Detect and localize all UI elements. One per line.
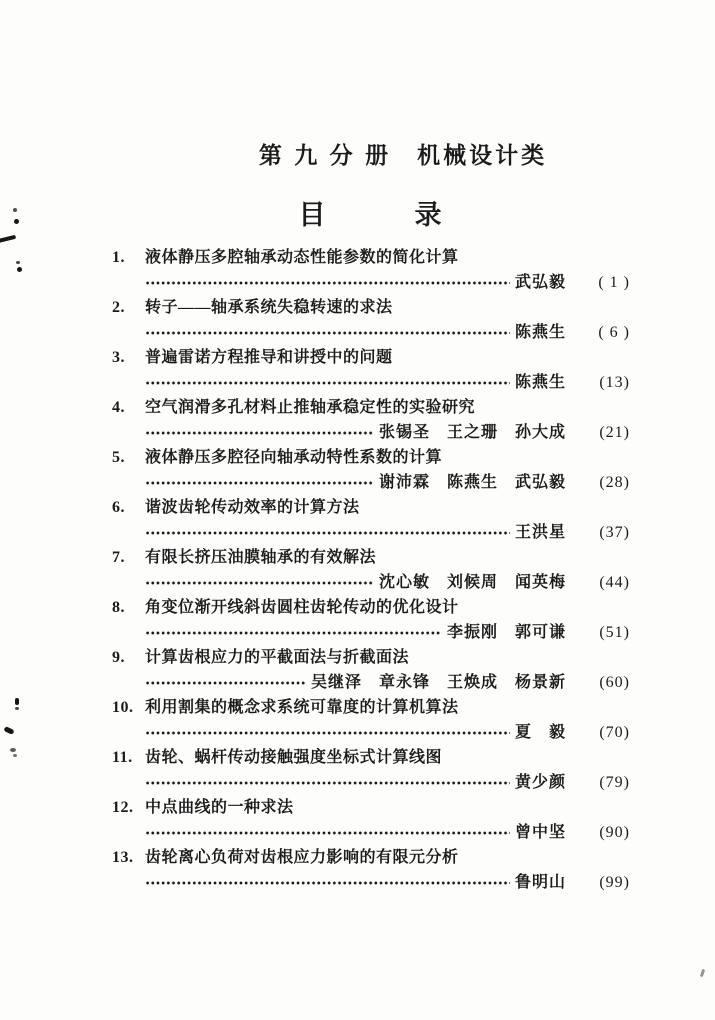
entry-number: 7.	[112, 549, 125, 566]
entry-leader-line	[112, 370, 630, 395]
entry-authors: 鲁明山	[514, 874, 566, 891]
entry-title: 齿轮离心负荷对齿根应力影响的有限元分析	[145, 849, 459, 866]
ink-speck	[13, 208, 17, 212]
entry-authors: 吴继泽 章永锋 王焕成 杨景新	[310, 674, 566, 691]
dot-leader	[145, 876, 510, 890]
ink-speck	[15, 698, 19, 705]
ink-stroke	[0, 235, 16, 243]
entry-authors: 沈心敏 刘候周 闻英梅	[378, 574, 566, 591]
ink-speck	[15, 707, 19, 710]
entry-title: 液体静压多腔轴承动态性能参数的简化计算	[145, 249, 459, 266]
toc-entry	[112, 795, 630, 845]
toc-entry	[112, 745, 630, 795]
entry-leader-line	[112, 870, 630, 895]
entry-title-line	[112, 395, 630, 420]
entry-page-number: ( 1 )	[598, 274, 630, 291]
entry-authors: 张锡圣 王之珊 孙大成	[378, 424, 566, 441]
entry-page-number: (51)	[599, 624, 630, 641]
entry-number: 2.	[112, 299, 125, 316]
toc-entry	[112, 595, 630, 645]
dot-leader	[145, 376, 510, 390]
dot-leader	[145, 626, 442, 640]
entry-leader-line	[112, 270, 630, 295]
entry-title-line	[112, 245, 630, 270]
toc-entry	[112, 345, 630, 395]
entry-title: 普遍雷诺方程推导和讲授中的问题	[145, 349, 393, 366]
entry-leader-line	[112, 770, 630, 795]
volume-title: 第 九 分 册 机械设计类	[258, 142, 548, 168]
entry-number: 5.	[112, 449, 125, 466]
entry-leader-line	[112, 470, 630, 495]
entry-number: 8.	[112, 599, 125, 616]
entry-title-line	[112, 495, 630, 520]
ink-speck	[17, 267, 22, 272]
entry-leader-line	[112, 820, 630, 845]
entry-leader-line	[112, 670, 630, 695]
entry-title: 液体静压多腔径向轴承动特性系数的计算	[145, 449, 443, 466]
toc-content	[112, 0, 630, 895]
entry-title: 空气润滑多孔材料止推轴承稳定性的实验研究	[145, 399, 476, 416]
dot-leader	[145, 326, 510, 340]
entry-page-number: (99)	[599, 874, 630, 891]
entry-title-line	[112, 595, 630, 620]
entry-authors: 谢沛霖 陈燕生 武弘毅	[378, 474, 566, 491]
toc-entry	[112, 295, 630, 345]
toc-entry	[112, 545, 630, 595]
dot-leader	[145, 526, 510, 540]
entry-page-number: ( 6 )	[598, 324, 630, 341]
entry-leader-line	[112, 720, 630, 745]
entry-page-number: (70)	[599, 724, 630, 741]
entry-number: 4.	[112, 399, 125, 416]
dot-leader	[145, 276, 510, 290]
entry-title: 转子——轴承系统失稳转速的求法	[145, 299, 393, 316]
entry-authors: 曾中坚	[514, 824, 566, 841]
entry-number: 3.	[112, 349, 125, 366]
entry-page-number: (13)	[599, 374, 630, 391]
entry-title-line	[112, 795, 630, 820]
ink-speck	[16, 261, 20, 264]
entry-number: 10.	[112, 699, 134, 716]
entry-page-number: (60)	[599, 674, 630, 691]
ink-speck	[14, 219, 19, 224]
entry-authors: 王洪星	[514, 524, 566, 541]
toc-entry	[112, 845, 630, 895]
entry-title: 中点曲线的一种求法	[145, 799, 294, 816]
entry-page-number: (21)	[599, 424, 630, 441]
entry-title-line	[112, 745, 630, 770]
ink-speck	[700, 969, 705, 978]
entry-title: 齿轮、蜗杆传动接触强度坐标式计算线图	[145, 749, 443, 766]
entry-title-line	[112, 345, 630, 370]
entry-title: 谐波齿轮传动效率的计算方法	[145, 499, 360, 516]
toc-entry	[112, 445, 630, 495]
entry-page-number: (37)	[599, 524, 630, 541]
entry-title-line	[112, 545, 630, 570]
entry-authors: 李振刚 郭可谦	[446, 624, 566, 641]
entry-number: 1.	[112, 249, 125, 266]
entry-title: 角变位渐开线斜齿圆柱齿轮传动的优化设计	[145, 599, 459, 616]
entry-title-line	[112, 445, 630, 470]
entry-authors: 黄少颜	[514, 774, 566, 791]
toc-entry	[112, 395, 630, 445]
entry-title: 计算齿根应力的平截面法与折截面法	[145, 649, 410, 666]
entry-leader-line	[112, 620, 630, 645]
toc-entry	[112, 245, 630, 295]
dot-leader	[145, 826, 510, 840]
ink-speck	[10, 748, 16, 752]
entry-authors: 陈燕生	[514, 374, 566, 391]
entry-leader-line	[112, 420, 630, 445]
entry-number: 9.	[112, 649, 125, 666]
entry-title: 利用割集的概念求系统可靠度的计算机算法	[145, 699, 459, 716]
entry-authors: 夏 毅	[514, 724, 566, 741]
entry-number: 11.	[112, 749, 133, 766]
entry-page-number: (79)	[599, 774, 630, 791]
entry-authors: 武弘毅	[514, 274, 566, 291]
entry-page-number: (28)	[599, 474, 630, 491]
entry-leader-line	[112, 570, 630, 595]
toc-entry	[112, 695, 630, 745]
dot-leader	[145, 726, 510, 740]
entry-authors: 陈燕生	[514, 324, 566, 341]
entry-title: 有限长挤压油膜轴承的有效解法	[145, 549, 377, 566]
toc-list	[112, 245, 630, 895]
entry-title-line	[112, 645, 630, 670]
entry-leader-line	[112, 320, 630, 345]
entry-number: 12.	[112, 799, 134, 816]
dot-leader	[145, 476, 374, 490]
toc-title: 目 录	[298, 200, 444, 230]
dot-leader	[145, 426, 374, 440]
entry-title-line	[112, 845, 630, 870]
ink-stroke	[3, 726, 14, 735]
entry-title-line	[112, 295, 630, 320]
entry-number: 6.	[112, 499, 125, 516]
toc-entry	[112, 495, 630, 545]
entry-page-number: (44)	[599, 574, 630, 591]
toc-entry	[112, 645, 630, 695]
entry-page-number: (90)	[599, 824, 630, 841]
entry-title-line	[112, 695, 630, 720]
ink-speck	[13, 754, 17, 757]
entry-leader-line	[112, 520, 630, 545]
dot-leader	[145, 576, 374, 590]
dot-leader	[145, 676, 306, 690]
entry-number: 13.	[112, 849, 134, 866]
dot-leader	[145, 776, 510, 790]
